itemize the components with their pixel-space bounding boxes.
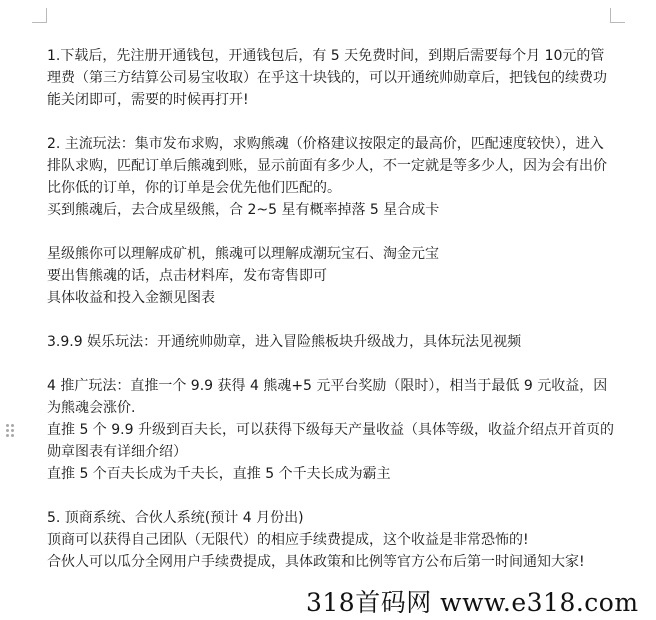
paragraph: 合伙人可以瓜分全网用户手续费提成，具体政策和比例等官方公布后第一时间通知大家! [47, 554, 585, 570]
paragraph: 直推 5 个 9.9 升级到百夫长，可以获得下级每天产量收益（具体等级，收益介绍点开首页的勋章图表有详细介绍） [47, 422, 614, 460]
section-spacer [47, 353, 617, 375]
section-spacer [47, 111, 617, 133]
paragraph: 顶商可以获得自己团队（无限代）的相应手续费提成，这个收益是非常恐怖的! [47, 532, 529, 548]
paragraph: 直推 5 个百夫长成为千夫长，直推 5 个千夫长成为霸主 [47, 466, 391, 482]
page-corner-mark-top-left [32, 8, 47, 23]
section-spacer [47, 485, 617, 507]
section-spacer [47, 221, 617, 243]
document-section [47, 45, 617, 111]
section-spacer [47, 309, 617, 331]
paragraph: 2. 主流玩法：集市发布求购，求购熊魂（价格建议按限定的最高价，匹配速度较快），进入排队求购，匹配订单后熊魂到账，显示前面有多少人，不一定就是等多少人，因为会有出价比你低的订单，你的订单是会优先他们匹配的。 [47, 136, 607, 196]
paragraph: 具体收益和投入金额见图表 [47, 290, 215, 306]
paragraph: 4 推广玩法：直推一个 9.9 获得 4 熊魂+5 元平台奖励（限时），相当于最低 9 元收益，因为熊魂会涨价. [47, 378, 608, 416]
document-section [47, 375, 617, 485]
paragraph: 1.下载后，先注册开通钱包，开通钱包后，有 5 天免费时间，到期后需要每个月 10元的管理费（第三方结算公司易宝收取）在乎这十块钱的，可以开通统帅勋章后，把钱包的续费功能关闭即可，需要的时候再打开! [47, 48, 607, 108]
paragraph: 买到熊魂后，去合成星级熊，合 2~5 星有概率掉落 5 星合成卡 [47, 202, 440, 218]
watermark-text: 318首码网 www.e318.com [306, 588, 639, 617]
paragraph: 星级熊你可以理解成矿机，熊魂可以理解成潮玩宝石、淘金元宝 [47, 246, 439, 262]
document-section [47, 243, 617, 309]
document-section [47, 507, 617, 573]
document-section [47, 331, 617, 353]
document-body [47, 45, 617, 573]
drag-handle-icon[interactable] [6, 424, 14, 440]
page-corner-mark-top-right [610, 8, 625, 23]
paragraph: 要出售熊魂的话，点击材料库，发布寄售即可 [47, 268, 327, 284]
document-section [47, 133, 617, 221]
paragraph: 3.9.9 娱乐玩法：开通统帅勋章，进入冒险熊板块升级战力，具体玩法见视频 [47, 334, 522, 350]
paragraph: 5. 顶商系统、合伙人系统(预计 4 月份出) [47, 510, 304, 526]
